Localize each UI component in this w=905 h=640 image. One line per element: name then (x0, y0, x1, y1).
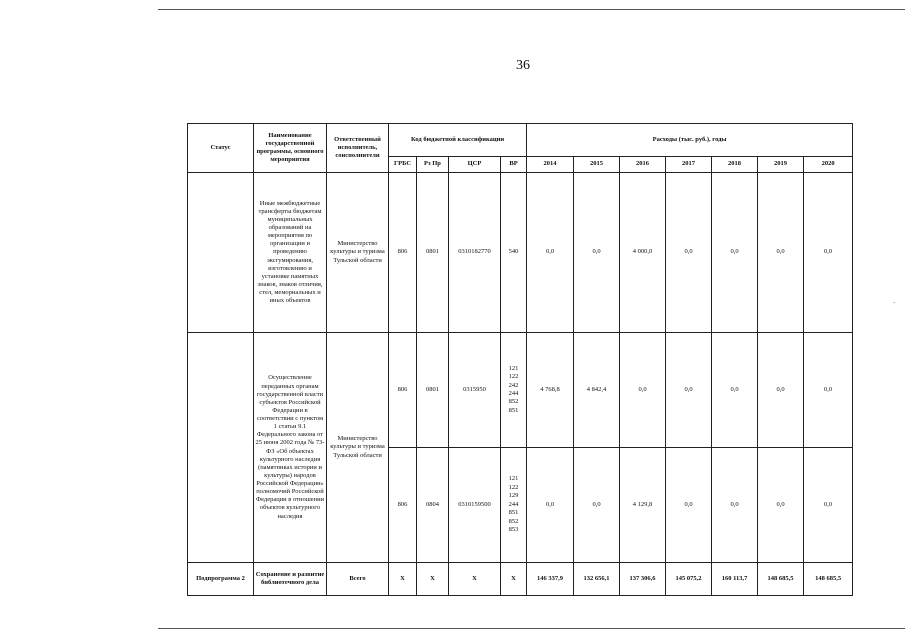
value-2020: 148 685,5 (804, 563, 853, 596)
value-2020: 0,0 (804, 173, 853, 333)
value-2018: 0,0 (712, 333, 758, 448)
budget-table (187, 123, 853, 596)
value-2017: 0,0 (666, 448, 712, 563)
value-2019: 0,0 (758, 173, 804, 333)
rzpr-cell: 0804 (417, 448, 449, 563)
vr-code: 244 (508, 390, 519, 397)
csr-cell: 0310182770 (449, 173, 501, 333)
status-cell (188, 173, 254, 333)
vr-code: 853 (508, 526, 519, 534)
value-2018: 0,0 (712, 173, 758, 333)
vr-cell (501, 448, 527, 563)
value-2019: 0,0 (758, 448, 804, 563)
rzpr-cell: 0801 (417, 173, 449, 333)
value-2016: 0,0 (620, 333, 666, 448)
program-name-cell: Сохранение и развитие библиотечного дела (254, 563, 327, 596)
top-rule (158, 9, 905, 10)
page-number: 36 (516, 58, 530, 73)
value-2019: 0,0 (758, 333, 804, 448)
value-2016: 4 129,8 (620, 448, 666, 563)
margin-tick: - (893, 298, 896, 307)
table-row (188, 563, 853, 596)
value-2014: 0,0 (527, 173, 574, 333)
vr-code: 129 (508, 492, 519, 500)
executor-cell: Министерство культуры и туризма Тульской области (327, 173, 389, 333)
year-header-2020: 2020 (804, 157, 853, 173)
grbs-cell: 806 (389, 333, 417, 448)
value-2019: 148 685,5 (758, 563, 804, 596)
vr-code: 851 (508, 509, 519, 517)
rzpr-header: Рз Пр (417, 157, 449, 173)
value-2020: 0,0 (804, 333, 853, 448)
status-cell (188, 333, 254, 563)
vr-code: 122 (508, 373, 519, 381)
bottom-rule (158, 628, 905, 629)
year-header-2018: 2018 (712, 157, 758, 173)
grbs-header: ГРБС (389, 157, 417, 173)
grbs-cell: Х (389, 563, 417, 596)
value-2018: 0,0 (712, 448, 758, 563)
value-2016: 4 000,0 (620, 173, 666, 333)
status-cell: Подпрограмма 2 (188, 563, 254, 596)
budget-code-header: Код бюджетной классификации (389, 124, 527, 157)
value-2018: 160 113,7 (712, 563, 758, 596)
expenses-header: Расходы (тыс. руб.), годы (527, 124, 853, 157)
rzpr-cell: Х (417, 563, 449, 596)
executor-cell: Всего (327, 563, 389, 596)
grbs-cell: 806 (389, 448, 417, 563)
value-2015: 0,0 (574, 173, 620, 333)
vr-code: 121 (508, 364, 519, 372)
table-row (188, 173, 853, 333)
csr-cell: 0310159500 (449, 448, 501, 563)
rzpr-cell: 0801 (417, 333, 449, 448)
year-header-2019: 2019 (758, 157, 804, 173)
program-name-header: Наименование государственной программы, основного мероприятия (254, 124, 327, 173)
value-2020: 0,0 (804, 448, 853, 563)
status-header: Статус (188, 124, 254, 173)
year-header-2016: 2016 (620, 157, 666, 173)
value-2017: 145 075,2 (666, 563, 712, 596)
vr-cell (501, 333, 527, 448)
vr-code: 852 (508, 517, 519, 525)
table-row (188, 333, 853, 448)
value-2015: 132 656,1 (574, 563, 620, 596)
value-2014: 146 337,9 (527, 563, 574, 596)
vr-code: 242 (508, 381, 519, 389)
year-header-2017: 2017 (666, 157, 712, 173)
value-2016: 137 306,6 (620, 563, 666, 596)
csr-cell: 0315950 (449, 333, 501, 448)
csr-cell: Х (449, 563, 501, 596)
value-2017: 0,0 (666, 333, 712, 448)
executor-header: Ответственный исполнитель, соисполнители (327, 124, 389, 173)
vr-code: 852 (508, 398, 519, 406)
year-header-2014: 2014 (527, 157, 574, 173)
value-2015: 4 842,4 (574, 333, 620, 448)
value-2017: 0,0 (666, 173, 712, 333)
vr-cell: 540 (501, 173, 527, 333)
value-2014: 0,0 (527, 448, 574, 563)
vr-cell: Х (501, 563, 527, 596)
value-2015: 0,0 (574, 448, 620, 563)
vr-header: ВР (501, 157, 527, 173)
csr-header: ЦСР (449, 157, 501, 173)
header-row-1 (188, 124, 853, 157)
vr-code: 122 (508, 483, 519, 491)
program-name-cell: Осуществление переданных органам государственной власти субъектов Российской Федерации в соответствии с пунктом 1 статьи 9.1 Федерального закона от 25 июня 2002 года № 73-ФЗ «Об объектах культурного наследия (памятниках истории и культуры) народов Российской Федерации» полномочий Российской Федерации в отношении объектов культурного наследия (254, 333, 327, 563)
vr-code: 244 (508, 500, 519, 508)
vr-code: 121 (508, 475, 519, 483)
executor-cell: Министерство культуры и туризма Тульской области (327, 333, 389, 563)
program-name-cell: Иные межбюджетные трансферты бюджетам муниципальных образований на мероприятия по организации и проведению эксгумирования, изготовлению и установке памятных знаков, знаков отличия, стел, мемориальных и иных объектов (254, 173, 327, 333)
grbs-cell: 806 (389, 173, 417, 333)
vr-code: 851 (508, 406, 519, 414)
year-header-2015: 2015 (574, 157, 620, 173)
value-2014: 4 768,8 (527, 333, 574, 448)
